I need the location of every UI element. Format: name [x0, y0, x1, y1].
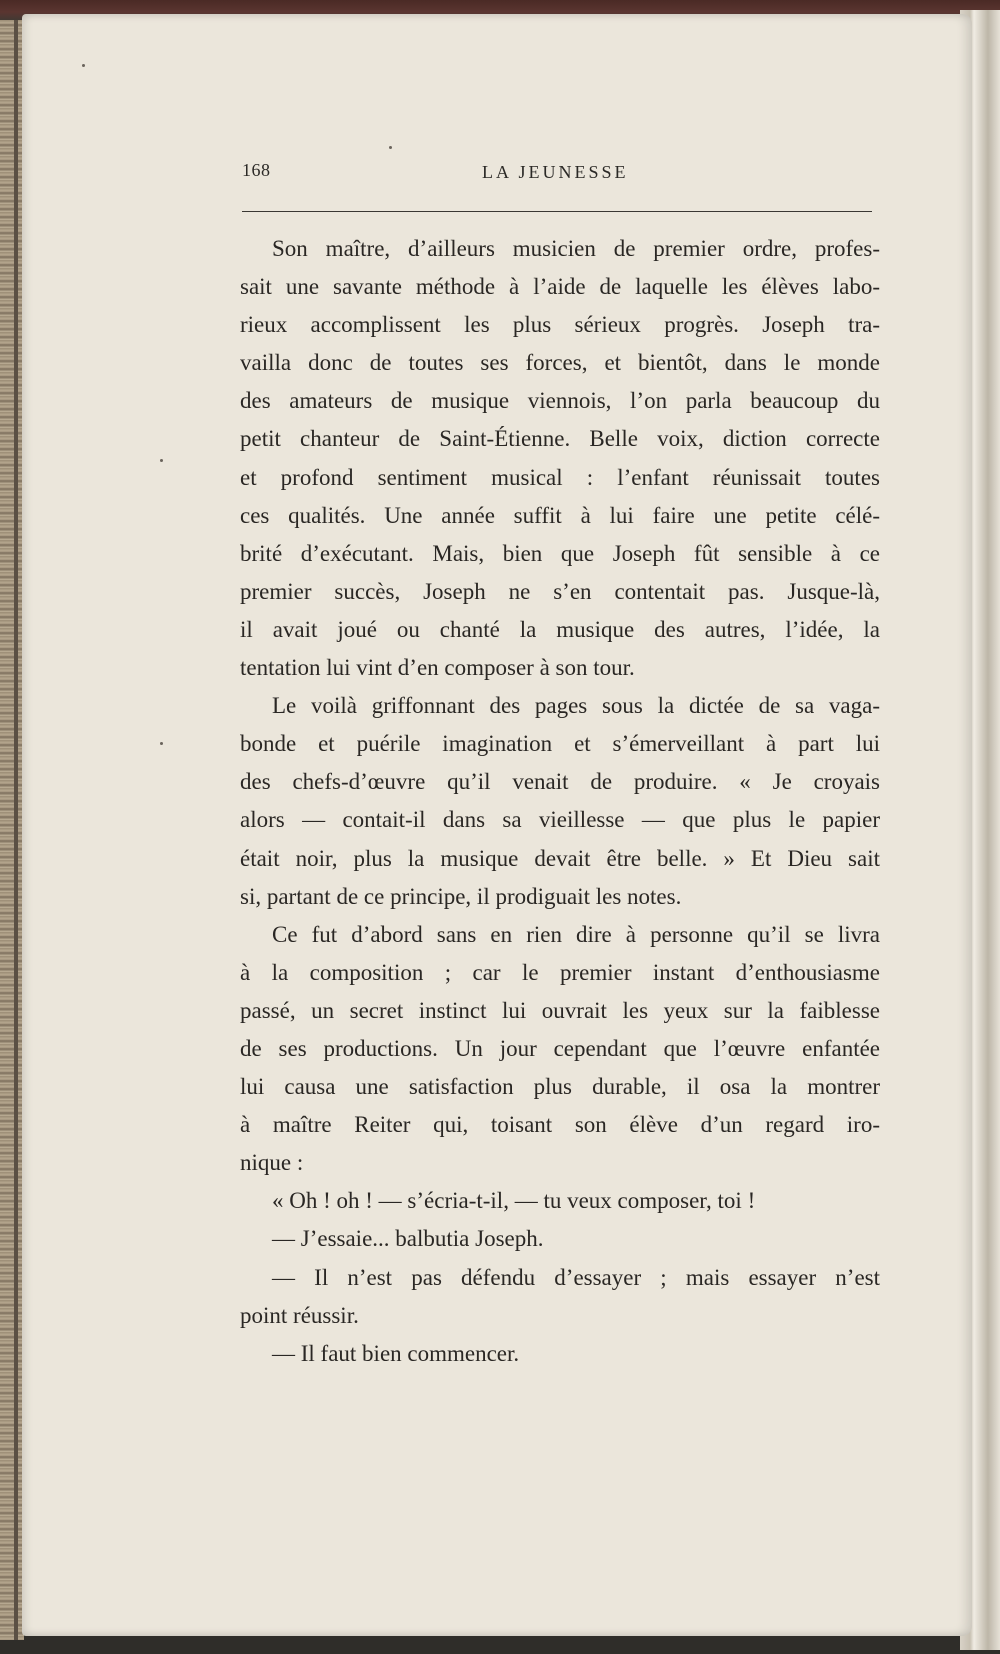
header-rule [242, 211, 872, 212]
text-line: tentation lui vint d’en composer à son tour. [240, 655, 635, 681]
page-header [242, 160, 872, 190]
text-line: lui causa une satisfaction plus durable, il osa la montrer [240, 1074, 880, 1100]
text-line: des chefs-d’œuvre qu’il venait de produire. « Je croyais [240, 769, 880, 795]
text-line: Ce fut d’abord sans en rien dire à personne qu’il se livra [272, 921, 880, 947]
text-line: il avait joué ou chanté la musique des autres, l’idée, la [240, 616, 880, 642]
text-line: ces qualités. Une année suffit à lui faire une petite célé- [240, 502, 880, 528]
text-line: « Oh ! oh ! — s’écria-t-il, — tu veux composer, toi ! [272, 1188, 756, 1214]
text-line: alors — contait-il dans sa vieillesse — que plus le papier [240, 807, 880, 833]
body-text [240, 230, 880, 1373]
paper-speck [389, 146, 392, 149]
text-line: nique : [240, 1150, 304, 1176]
text-line: bonde et puérile imagination et s’émerveillant à part lui [240, 731, 880, 757]
text-line: à la composition ; car le premier instant d’enthousiasme [240, 959, 880, 985]
text-line: — Il faut bien commencer. [272, 1340, 520, 1366]
text-line: de ses productions. Un jour cependant que l’œuvre enfantée [240, 1035, 880, 1061]
text-line: point réussir. [240, 1302, 359, 1328]
text-line: passé, un secret instinct lui ouvrait les yeux sur la faiblesse [240, 997, 880, 1023]
text-line: sait une savante méthode à l’aide de laquelle les élèves labo- [240, 274, 880, 300]
text-line: et profond sentiment musical : l’enfant réunissait toutes [240, 464, 880, 490]
paper-speck [160, 742, 163, 745]
text-line: Son maître, d’ailleurs musicien de premier ordre, profes- [272, 236, 880, 261]
running-title: LA JEUNESSE [482, 162, 629, 182]
text-line: rieux accomplissent les plus sérieux progrès. Joseph tra- [240, 312, 880, 338]
text-line: premier succès, Joseph ne s’en contentait pas. Jusque-là, [240, 578, 880, 604]
paper-speck [160, 459, 163, 462]
paper-speck [82, 64, 85, 67]
text-line: petit chanteur de Saint-Étienne. Belle voix, diction correcte [240, 426, 880, 452]
text-line: — Il n’est pas défendu d’essayer ; mais essayer n’est [272, 1264, 880, 1290]
text-line: — J’essaie... balbutia Joseph. [272, 1226, 544, 1252]
text-line: à maître Reiter qui, toisant son élève d’un regard iro- [240, 1112, 880, 1138]
text-line: vailla donc de toutes ses forces, et bientôt, dans le monde [240, 350, 880, 376]
text-line: brité d’exécutant. Mais, bien que Joseph fût sensible à ce [240, 540, 880, 566]
binding-edge [14, 20, 18, 1640]
text-line: si, partant de ce principe, il prodiguait les notes. [240, 883, 682, 909]
text-line: était noir, plus la musique devait être belle. » Et Dieu sait [240, 845, 880, 871]
text-line: Le voilà griffonnant des pages sous la dictée de sa vaga- [272, 693, 880, 719]
text-line: des amateurs de musique viennois, l’on parla beaucoup du [240, 388, 880, 414]
book-binding [0, 20, 24, 1640]
page-number: 168 [242, 160, 271, 180]
